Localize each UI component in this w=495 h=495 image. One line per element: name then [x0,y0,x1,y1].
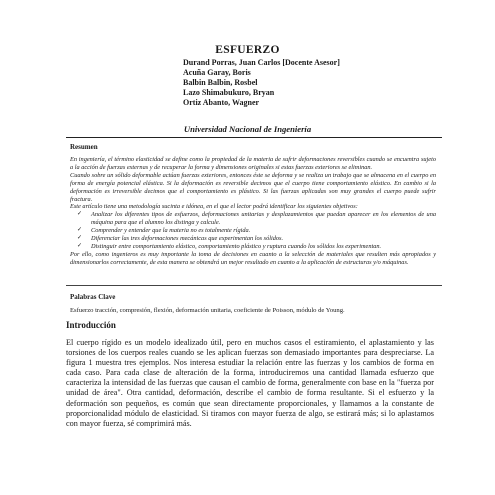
author-name: Balbin Balbin, Rosbel [183,78,258,87]
objectives-list [70,211,436,251]
abstract-body [70,156,436,267]
author-name: Lazo Shimabukuro, Bryan [183,88,275,97]
abstract-paragraph: En ingeniería, el término elasticidad se define como la propiedad de la materia de sufrir deformaciones reversibles cuando se encuentra sujeto a la acción de fuerzas externas y de recuperar la forma y dimensiones originales si estas fuerzas exteriores se eliminan. [70,156,436,171]
abstract-paragraph: Este artículo tiene una metodología sucinta e idónea, en el que el lector podrá identificar los siguientes objetivos: [70,203,358,211]
author-list [183,58,340,108]
divider [66,285,442,286]
abstract-closing: Por ello, como ingenieros es muy importante la toma de decisiones en cuanto a la selección de materiales que resulten más apropiados y dimensionarlos correctamente, de esta manera se obtendrá un mejor resultado en cuanto a la aplicación de estructuras y/o máquinas. [70,250,436,266]
objective-item: ✓ Distinguir entre comportamiento elástico, comportamiento plástico y ruptura cuando los sólidos los experimentan. [86,243,436,251]
keywords-text: Esfuerzo tracción, compresión, flexión, deformación unitaria, coeficiente de Poisson, módulo de Young. [70,307,345,314]
author-name: Acuña Garay, Boris [183,68,251,77]
introduction-paragraph: El cuerpo rígido es un modelo idealizado útil, pero en muchos casos el estiramiento, el aplastamiento y las torsiones de los cuerpos reales cuando se les aplican fuerzas son demasiado importantes para despreciarse. La figura 1 muestra tres ejemplos. Nos interesa estudiar la relación entre las fuerzas y los cambios de forma en cada caso. Para cada clase de alteración de la forma, introduciremos una cantidad llamada esfuerzo que caracteriza la intensidad de las fuerzas que causan el cambio de forma, generalmente con base en la "fuerza por unidad de área". Otra cantidad, deformación, describe el cambio de forma resultante. Si el esfuerzo y la deformación son pequeños, es común que sean directamente proporcionales, y llamamos a la constante de proporcionalidad módulo de elasticidad. Si tiramos con mayor fuerza de algo, se estirará más; si lo aplastamos con mayor fuerza, sé comprimirá más. [66,338,434,428]
author-name: Ortiz Abanto, Wagner [183,98,260,107]
abstract-heading: Resumen [70,143,98,151]
paper-title: ESFUERZO [215,44,280,56]
objective-item: ✓ Diferenciar las tres deformaciones mecánicas que experimentan los sólidos. [86,235,436,243]
objective-item: ✓ Comprender y entender que la materia no es totalmente rígida. [86,227,436,235]
introduction-body [66,338,434,429]
introduction-heading: Introducción [66,320,116,330]
divider [66,137,442,138]
objective-item: ✓ Analizar los diferentes tipos de esfuerzos, deformaciones unitarias y desplazamientos que puedan aparecer en los elementos de una máquina para que el alumno los distinga y calcule. [86,211,436,227]
keywords-heading: Palabras Clave [70,293,116,301]
author-name: Durand Porras, Juan Carlos [Docente Asesor] [183,58,340,67]
abstract-paragraph: Cuando sobre un sólido deformable actúan fuerzas exteriores, entonces éste se deforma y se realiza un trabajo que se almacena en el cuerpo en forma de energía potencial elástica. Si la deformación es reversible decimos que el cuerpo tiene comportamiento elástico. En cambio si la deformación es irreversible decimos que el comportamiento es plástico. Si las fuerzas aplicadas son muy grandes el cuerpo puede sufrir fractura. [70,171,436,203]
university-name: Universidad Nacional de Ingeniería [183,124,312,134]
